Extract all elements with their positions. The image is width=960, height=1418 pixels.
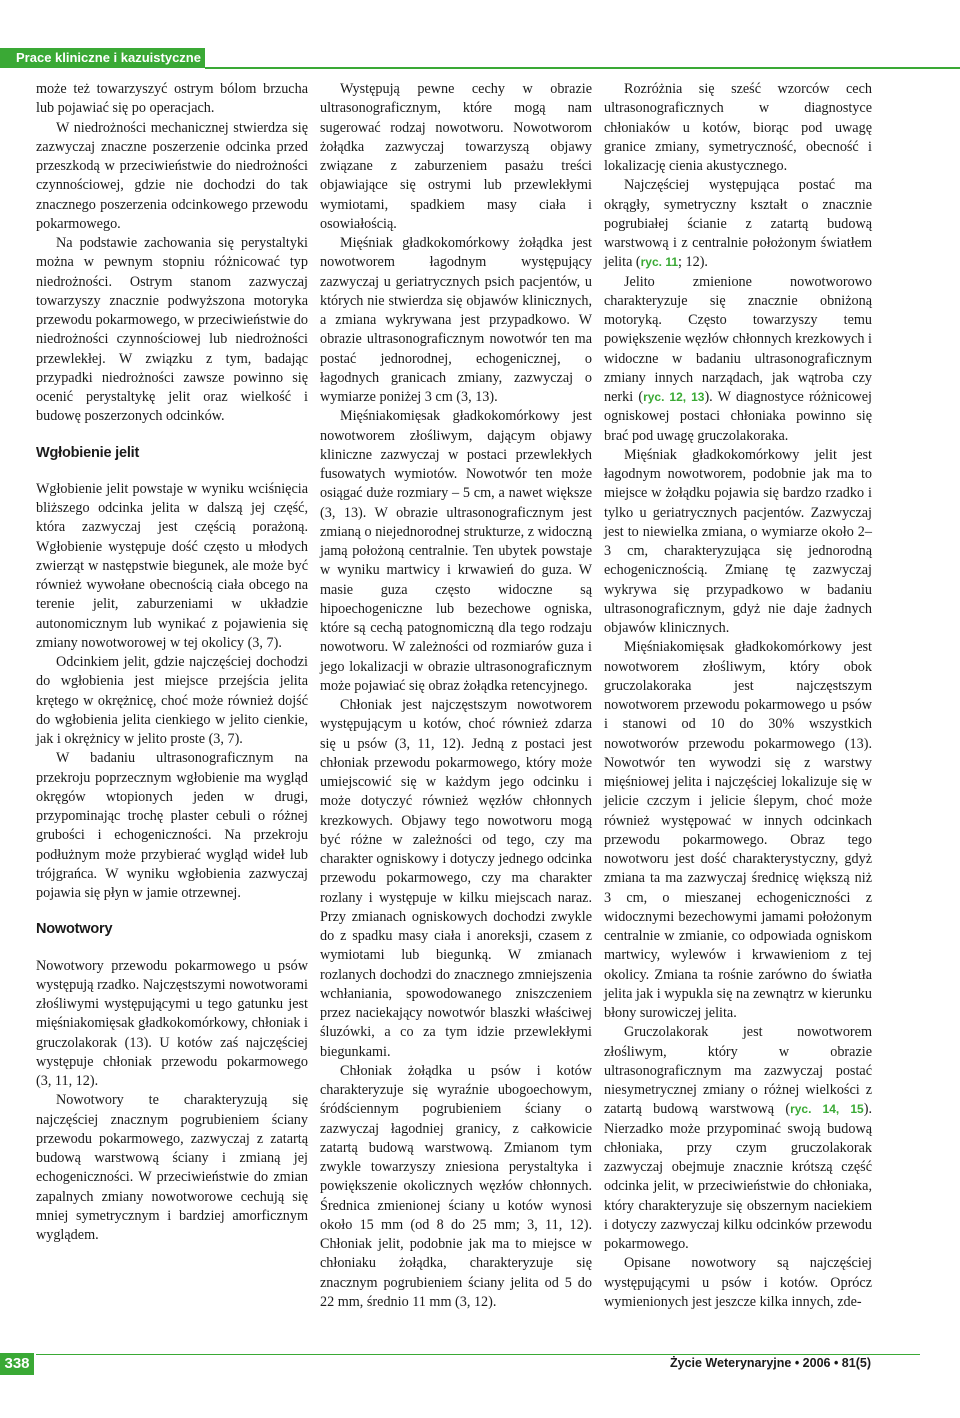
paragraph: Mięśniak gładkokomórkowy żołądka jest nowotworem łagodnym występujący zazwyczaj u geriatrycznych psich pacjentów, u których nie stwierdza się objawów klinicznych, a zmiana wykrywana jest przypadkowo. W obrazie ultrasonograficznym nowotwór ten ma postać jednorodnej, echogenicznej, o łagodnych granicach zmiany, zazwyczaj o wymiarze poniżej 3 cm (3, 13). xyxy=(320,235,592,405)
paragraph: Mięśniakomięsak gładkokomórkowy jest nowotworem złośliwym, który obok gruczolakoraka jest najczęstszym nowotworem przewodu pokarmowego u psów i stanowi od 10 do 30% wszystkich nowotworów przewodu pokarmowego (13). Nowotwór ten wywodzi się z warstwy mięśniowej jelita i najczęściej lokalizuje się w jelicie czczym i jelicie ślepym, choć może również występować w innych odcinkach przewodu pokarmowego. Obraz tego nowotworu jest dość charakterystyczny, gdyż zmiana ta ma zazwyczaj średnicę większą niż 3 cm, o mieszanej echogeniczności z widocznymi bezechowymi jamami położonym centralnie w zmianie, co odpowiada ogniskom martwicy, wylewów i krwawieniom z tej okolicy. Zmiana ta rośnie zarówno do światła jelita jak i wypukla się na zewnątrz w kierunku błony surowiczej jelita. xyxy=(604,639,872,1021)
figure-reference[interactable]: ryc. 14, 15 xyxy=(790,1102,864,1117)
header-rule xyxy=(205,67,960,69)
paragraph: Chłoniak żołądka u psów i kotów charakteryzuje się wyraźnie ubogoechowym, śródściennym pogrubieniem ściany o zazwyczaj łagodniej granicy, z całkowicie zatartą budową warstwową. Zmianom tym zwykle towarzyszy zniesiona perystaltyka i powiększenie okolicznych węzłów chłonnych. Średnica zmienionej ściany u kotów wynosi około 15 mm (od 8 do 25 mm; 3, 11, 12). Chłoniak jelit, podobnie jak ma to miejsce w chłoniaku żołądka, charakteryzuje się znacznym pogrubieniem ściany jelita od 5 do 22 mm, średnio 11 mm (3, 12). xyxy=(320,1062,592,1310)
section-heading-intussusception: Wgłobienie jelit xyxy=(36,444,140,461)
text-run: ). W diagnostyce różnicowej ogniskowej postaci chłoniaka powinno się brać pod uwagę gruczolakoraka. xyxy=(604,389,872,444)
paragraph xyxy=(604,1023,872,1254)
figure-reference[interactable]: ryc. 12, 13 xyxy=(643,390,705,404)
text-run: ). Nierzadko może przypominać swoją budową chłoniaka, przy czym gruczolakorak zazwyczaj obejmuje znacznie krótszą część odcinka jelit, w przeciwieństwie do chłoniaka, który charakteryzuje się obszernym naciekiem i dotyczy zazwyczaj kilku odcinków przewodu pokarmowego. xyxy=(604,1101,872,1252)
section-heading-tumors: Nowotwory xyxy=(36,921,113,938)
paragraph: Mięśniak gładkokomórkowy jelit jest łagodnym nowotworem, podobnie jak ma to miejsce w żołądku pojawia się bardzo rzadko i tylko u geriatrycznych pacjentów. Zazwyczaj jest to niewielka zmiana, o wymiarze około 2–3 cm, charakteryzująca się jednorodną echogenicznością. Zmianę tę zazwyczaj wykrywa się przypadkowo w badaniu ultrasonograficznym, gdyż nie daje żadnych objawów klinicznych. xyxy=(604,446,872,636)
paragraph: może też towarzyszyć ostrym bólom brzucha lub pojawiać się po operacjach. xyxy=(36,81,308,117)
paragraph: Wgłobienie jelit powstaje w wyniku wciśnięcia bliższego odcinka jelita w dalszą jej część, która zazwyczaj jest częścią porażoną. Wgłobienie występuje dość często u młodych zwierząt w następstwie biegunek, ale może być również wywołane obecnością ciała obcego na terenie jelit, zaburzeniami w układzie autonomicznym lub wynikać z pojawienia się zmiany nowotworowej w tej okolicy (3, 7). xyxy=(36,480,308,651)
text-run: Najczęściej występująca postać ma okrągły, symetryczny kształt o znacznie pogrubiałej ścianie z zatartą budową warstwową i z centralnie położonym światłem jelita ( xyxy=(604,177,872,271)
figure-reference[interactable]: ryc. 11 xyxy=(640,255,679,270)
paragraph: W badaniu ultrasonograficznym na przekroju poprzecznym wgłobienie ma wygląd okręgów wtopionych jeden w drugi, przypominając trochę plaster cebuli o różnej grubości i echogeniczności. Na przekroju podłużnym może przybierać wygląd wideł lub trójgrańca. W wyniku wgłobienia zazwyczaj pojawia się płyn w jamie otrzewnej. xyxy=(36,750,308,901)
paragraph: Rozróżnia się sześć wzorców cech ultrasonograficznych w diagnostyce chłoniaków u kotów, biorąc pod uwagę granice zmiany, symetryczność, obecność i lokalizację cienia akustycznego. xyxy=(604,81,872,174)
footer-rule xyxy=(36,1354,920,1355)
paragraph: Mięśniakomięsak gładkokomórkowy jest nowotworem złośliwym, dającym objawy kliniczne zazwyczaj w postaci przewlekłych fusowatych wymiotów. Nowotwór ten może osiągać duże rozmiary – 5 cm, a nawet większe (3, 13). W obrazie ultrasonograficznym jest zmianą o niejednorodnej strukturze, z widoczną jamą położoną centralnie. Ten ubytek powstaje w wyniku martwicy i krwawień do guza. W masie guza często widoczne są hipoechogeniczne lub bezechowe ogniska, które są cechą patognomiczną dla tego rodzaju nowotworu. W zależności od rozmiarów guza i jego lokalizacji w obrazie ultrasonograficznym może pojawiać się obraz żołądka retencyjnego. xyxy=(320,408,592,694)
journal-citation: Życie Weterynaryjne • 2006 • 81(5) xyxy=(670,1356,871,1370)
text-run: Jelito zmienione nowotworowo charakteryzuje się znacznie obniżoną motoryką. Często towarzyszy temu powiększenie węzłów chłonnych krezkowych i widoczne w badaniu ultrasonograficznym zmiany innych narządach, jak wątroba czy nerki ( xyxy=(604,273,872,405)
page-number: 338 xyxy=(0,1353,34,1375)
column-3 xyxy=(604,80,872,1312)
paragraph xyxy=(604,176,872,272)
paragraph: W niedrożności mechanicznej stwierdza się zazwyczaj znaczne poszerzenie odcinka przed przeszkodą w przeciwieństwie do niedrożności czynnościowej, gdzie nie dochodzi do tak znacznego poszerzenia odcinkowego przewodu pokarmowego. xyxy=(36,119,308,232)
column-2 xyxy=(320,80,592,1312)
paragraph: Odcinkiem jelit, gdzie najczęściej dochodzi do wgłobienia jest miejsce przejścia jelita krętego w okrężnicę, choć może również dojść do wgłobienia jelita cienkiego w jelito cienkie, jak i okrężnicy w jelito proste (3, 7). xyxy=(36,654,308,747)
text-run: Gruczolakorak jest nowotworem złośliwym, który w obrazie ultrasonograficznym ma zazwyczaj postać niesymetrycznej zmiany o różnej wielkości z zatartą budową warstwową ( xyxy=(604,1024,872,1118)
paragraph xyxy=(604,273,872,446)
paragraph: Występują pewne cechy w obrazie ultrasonograficznym, które mogą nam sugerować rodzaj nowotworu. Nowotworom żołądka zazwyczaj towarzyszą objawy związane z zaburzeniem pasażu treści objawiające się ostrymi lub przewlekłymi wymiotami, spadkiem masy ciała i osowiałością. xyxy=(320,81,592,232)
column-1 xyxy=(36,80,308,1245)
paragraph: Opisane nowotwory są najczęściej występującymi u psów i kotów. Oprócz wymienionych jest jeszcze kilka innych, zde- xyxy=(604,1255,872,1310)
paragraph: Na podstawie zachowania się perystaltyki można w pewnym stopniu różnicować typ niedrożności. Ostrym stanom zazwyczaj towarzyszy znacznie podwyższona motoryka przewodu pokarmowego, w przeciwieństwie do niedrożności czynnościowej lub niedrożności przewlekłej. W związku z tym, badając przypadki niedrożności zawsze powinno się ocenić perystaltykę jelit oraz wielkość i budowę poszerzonych odcinków. xyxy=(36,235,308,425)
section-header: Prace kliniczne i kazuistyczne xyxy=(0,48,205,68)
paragraph: Chłoniak jest najczęstszym nowotworem występującym u kotów, choć również zdarza się u psów (3, 11, 12). Jedną z postaci jest chłoniak przewodu pokarmowego, który może umiejscowić się w każdym jego odcinku i może dotyczyć również węzłów chłonnych krezkowych. Objawy tego nowotworu mogą być różne w zależności od tego, czy ma charakter ogniskowy i dotyczy jednego odcinka przewodu pokarmowego, czy ma charakter rozlany i występuje w kilku miejscach naraz. Przy zmianach ogniskowych dochodzi zwykle do z spadku masy ciała i anoreksji, czasem z wymiotami lub biegunką. W zmianach rozlanych dochodzi do znacznego zmniejszenia wchłaniania, spowodowanego zniszczeniem przez naciekający nowotwór blaszki właściwej śluzówki, a co za tym idzie przewlekłymi biegunkami. xyxy=(320,697,592,1060)
text-run: ; 12). xyxy=(678,254,708,271)
paragraph: Nowotwory te charakteryzują się najczęściej znacznym pogrubieniem ściany przewodu pokarmowego, zazwyczaj z zatartą budową warstwową ściany i zmianą jej echogeniczności. W przeciwieństwie do zmian zapalnych zmiany nowotworowe cechują się mniej symetrycznym i bardziej amorficznym wyglądem. xyxy=(36,1092,308,1243)
paragraph: Nowotwory przewodu pokarmowego u psów występują rzadko. Najczęstszymi nowotworami złośliwymi występującymi u tego gatunku jest mięśniakomięsak gładkokomórkowy, chłoniak i gruczolakorak (13). U kotów zaś najczęściej występuje chłoniak przewodu pokarmowego (3, 11, 12). xyxy=(36,957,308,1089)
